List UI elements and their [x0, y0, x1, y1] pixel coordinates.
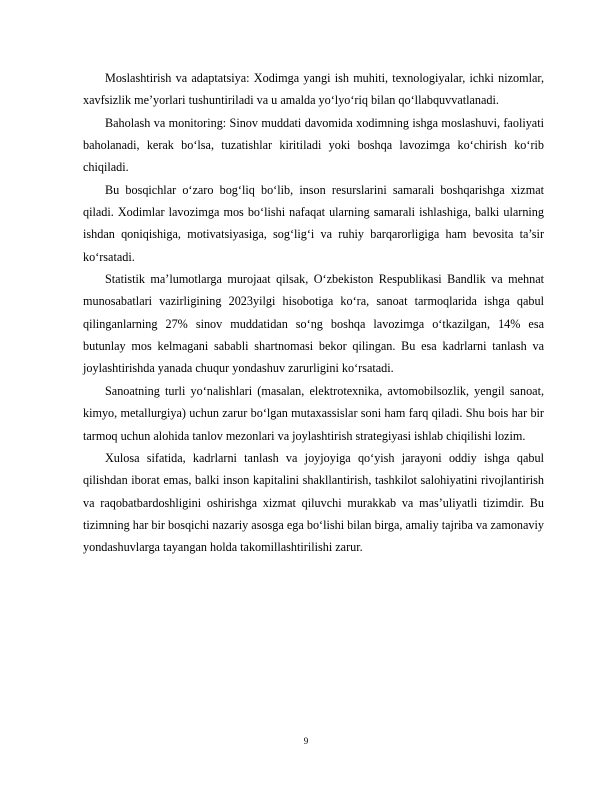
paragraph-statistics: Statistik ma’lumotlarga murojaat qilsak, O‘zbekiston Respublikasi Bandlik va mehnat munosabatlari vazirligining 2023yilgi hisobotiga ko‘ra, sanoat tarmoqlarida ishga qabul qilinganlarning 27% sinov muddatidan so‘ng boshqa lavozimga o‘tkazilgan, 14% esa butunlay mos kelmagani sababli shartnomasi bekor qilingan. Bu esa kadrlarni tanlash va joylashtirishda yanada chuqur yondashuv zarurligini ko‘rsatadi.	[83, 272, 544, 376]
page-number: 9	[303, 736, 309, 746]
paragraph-conclusion: Xulosa sifatida, kadrlarni tanlash va joyjoyiga qo‘yish jarayoni oddiy ishga qabul qilishdan iborat emas, balki inson kapitalini shakllantirish, tashkilot salohiyatini rivojlantirish va raqobatbardoshligini oshirishga xizmat qiluvchi murakkab va mas’uliyatli tizimdir. Bu tizimning har bir bosqichi nazariy asosga ega bo‘lishi bilan birga, amaliy tajriba va zamonaviy yondashuvlarga tayangan holda takomillashtirilishi zarur.	[83, 450, 544, 555]
paragraph-stages-importance: Bu bosqichlar o‘zaro bog‘liq bo‘lib, inson resurslarini samarali boshqarishga xizmat qiladi. Xodimlar lavozimga mos bo‘lishi nafaqat ularning samarali ishlashiga, balki ularning ishdan qoniqishiga, motivatsiyasiga, sog‘lig‘i va ruhiy barqarorligiga ham bevosita ta’sir ko‘rsatadi.	[83, 182, 544, 264]
paragraph-industry-sectors: Sanoatning turli yo‘nalishlari (masalan, elektrotexnika, avtomobilsozlik, yengil sanoat, kimyo, metallurgiya) uchun zarur bo‘lgan mutaxassislar soni ham farq qiladi. Shu bois har bir tarmoq uchun alohida tanlov mezonlari va joylashtirish strategiyasi ishlab chiqilishi lozim.	[83, 383, 544, 443]
body-text	[83, 67, 544, 559]
paragraph-assessment: Baholash va monitoring: Sinov muddati davomida xodimning ishga moslashuvi, faoliyati baholanadi, kerak bo‘lsa, tuzatishlar kiritiladi yoki boshqa lavozimga ko‘chirish ko‘rib chiqiladi.	[83, 115, 544, 175]
paragraph-adaptation: Moslashtirish va adaptatsiya: Xodimga yangi ish muhiti, texnologiyalar, ichki nizomlar, xavfsizlik me’yorlari tushuntiriladi va u amalda yo‘lyo‘riq bilan qo‘llabquvvatlanadi.	[83, 71, 544, 108]
